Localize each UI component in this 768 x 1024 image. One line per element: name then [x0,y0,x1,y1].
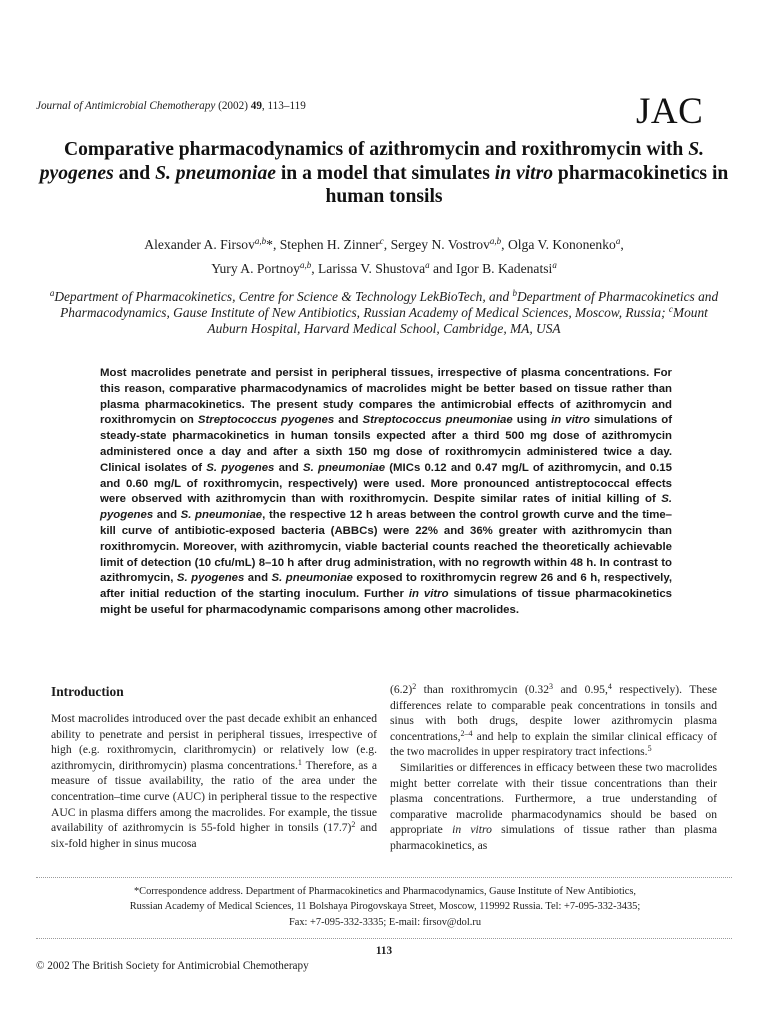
title-italic: in vitro [494,162,554,184]
title-species: S. pyogenes [39,139,705,184]
footnote-divider [36,877,732,878]
title-text: pharmacokinetics in human tonsils [325,162,729,208]
abstract: Most macrolides penetrate and persist in peripheral tissues, irrespective of plasma concentrations. For this reason, comparative pharmacodynamics of macrolides might be better based on tissue rather than plasma pharmacokinetics. The present study compares the antimicrobial effects of azithromycin and roxithromycin on Streptococcus pyogenes and Streptococcus pneumoniae using in vitro simulations of steady-state pharmacokinetics in human tonsils expected after a third 500 mg dose of azithromycin administered once a day and after a sixth 150 mg dose of roxithromycin administered twice a day. Clinical isolates of S. pyogenes and S. pneumoniae (MICs 0.12 and 0.47 mg/L of azithromycin, and 0.15 and 0.60 mg/L of roxithromycin, respectively) were used. More pronounced antistreptococcal effects were observed with azithromycin than with roxithromycin. Despite similar rates of initial killing of S. pyogenes and S. pneumoniae, the respective 12 h areas between the control growth curve and the time–kill curve of antibiotic-exposed bacteria (ABBCs) were 22% and 36% greater with azithromycin than roxithromycin. Moreover, with azithromycin, viable bacterial counts reached the theoretically achievable limit of detection (10 cfu/mL) 8–10 h after drug administration, with no regrowth within 48 h. In contrast to azithromycin, S. pyogenes and S. pneumoniae exposed to roxithromycin regrew 26 and 6 h, respectively, after initial reduction of the starting inoculum. Further in vitro simulations of tissue pharmacokinetics might be useful for pharmacodynamic comparisons among other macrolides. [100,367,673,616]
author: Sergey N. Vostrov$^{a,b}$, [390,236,508,252]
section-heading-introduction: Introduction [51,684,124,699]
citation-ref[interactable]: 5 [647,744,652,754]
affil-text: Mount Auburn Hospital, Harvard Medical School, Cambridge, MA, USA [207,305,708,337]
citation-ref[interactable]: 1 [297,757,302,767]
title-text: in a model that simulates [275,162,495,184]
body-column-left: Most macrolides introduced over the past decade exhibit an enhanced ability to penetrate and persist in peripheral tissues, irrespective of high (e.g. roxithromycin, clarithromycin) or relatively low (e.g. azithromycin, dirithromycin) plasma concentrations.$^1$ Therefore, as a measure of tissue availability, the ratio of the area under the concentration–time curve (AUC) in peripheral tissue to the respective AUC in plasma differs among the macrolides. For example, the tissue availability of azithromycin is 55-fold higher in tonsils (17.7)$^2$ and six-fold higher in sinus mucosa [51,712,378,850]
author: Stephen H. Zinner$^c$, [279,236,391,252]
body-column-right [390,682,717,854]
paragraph: (6.2)$^2$ than roxithromycin (0.32$^3$ and 0.95,$^4$ respectively). These differences relate to comparable peak concentrations in tonsils and sinus with both drugs, despite lower azithromycin plasma concentrations,$^{2-4}$ and help to explain the similar clinical efficacy of the two macrolides in upper respiratory tract infections.$^5$ [390,682,717,759]
title-text: and [113,162,156,184]
page-number: 113 [375,945,393,957]
citation-ref[interactable]: 4 [607,682,612,691]
journal-citation [36,99,306,113]
article-title [36,138,732,209]
correspondence-footnote: *Correspondence address. Department of Pharmacokinetics and Pharmacodynamics, Gause Institute of New Antibiotics, Russian Academy of Medical Sciences, 11 Bolshaya Pirogovskaya Street, Moscow, 119992 Russia. Tel: +7-095-332-3435; Fax: +7-095-332-3335; E-mail: firsov@dol.ru [129,886,641,928]
jac-logo: JAC [636,91,704,132]
author: Alexander A. Firsov$^{a,b}$*, [144,236,280,252]
author: Igor B. Kadenatsi$^a$ [456,260,557,276]
citation-ref[interactable]: 2 [412,682,417,691]
author: Olga V. Kononenko$^a$, [507,236,624,252]
author: Yury A. Portnoy$^{a,b}$, [211,260,318,276]
title-text: Comparative pharmacodynamics of azithromycin and roxithromycin with [63,139,689,160]
paragraph: Similarities or differences in efficacy between these two macrolides might better correlate with their tissue concentrations than their plasma concentrations. Furthermore, a true understanding of comparative macrolide pharmacodynamics should be based on appropriate in vitro simulations of tissue rather than plasma pharmacokinetics, as [390,760,717,852]
copyright-notice: © 2002 The British Society for Antimicrobial Chemotherapy [36,960,309,972]
affil-marker: b [512,288,517,298]
author: Larissa V. Shustova$^a$ and [317,260,457,276]
affiliations [44,289,724,338]
citation-ref[interactable]: 2 [351,820,356,830]
author-list [36,233,732,281]
citation-ref[interactable]: 2–4 [460,728,473,738]
journal-year: (2002) [218,100,248,112]
affil-marker: c [668,304,673,315]
journal-name: Journal of Antimicrobial Chemotherapy [36,100,216,112]
citation-ref[interactable]: 3 [549,682,554,691]
affil-text: Department of Pharmacokinetics and Pharmacodynamics, Gause Institute of New Antibiotics, Russian Academy of Medical Sciences, Moscow, Russia; [60,289,719,321]
footer-divider [36,938,732,939]
affil-text: Department of Pharmacokinetics, Centre for Science & Technology LekBioTech, and [54,289,513,304]
journal-volume: 49 [250,100,262,112]
affil-marker: a [49,288,55,298]
journal-pages: , 113–119 [261,100,306,112]
title-species: S. pneumoniae [155,162,276,184]
